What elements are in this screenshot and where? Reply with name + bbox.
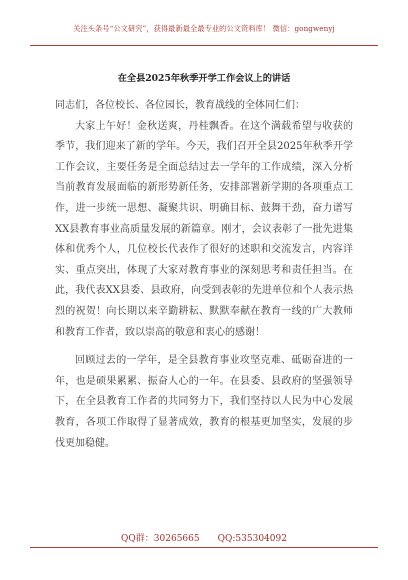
document-title: 在全县2025年秋季开学工作会议上的讲话 bbox=[117, 73, 291, 84]
body-paragraph: 大家上午好！金秋送爽，丹桂飘香。在这个满载希望与收获的季节，我们迎来了新的学年。今天，我们召开全县2025年秋季开学工作会议，主要任务是全面总结过去一学年的工作成绩，深入分析当前教育发展面临的新形势新任务，安排部署新学期的各项重点工作，进一步统一思想、凝聚共识、明确目标、鼓舞干劲，奋力谱写XX县教育事业高质量发展的新篇章。刚才，会议表彰了一批先进集体和优秀个人，几位校长代表作了很好的述职和交流发言，内容详实、重点突出，体现了大家对教育事业的深刻思考和责任担当。在此，我代表XX县委、县政府，向受到表彰的先进单位和个人表示热烈的祝贺！向长期以来辛勤耕耘、默默奉献在教育一线的广大教师和教育工作者，致以崇高的敬意和衷心的感谢！ bbox=[55, 120, 353, 338]
footer-divider bbox=[30, 547, 378, 548]
footer-contact bbox=[0, 531, 408, 544]
footer-qq-number: QQ:535304092 bbox=[217, 534, 287, 544]
paragraph-gap bbox=[55, 343, 353, 351]
body-paragraph: 回顾过去的一学年，是全县教育事业攻坚克难、砥砺奋进的一年，也是硕果累累、振奋人心的一年。在县委、县政府的坚强领导下，在全县教育工作者的共同努力下，我们坚持以人民为中心发展教育，各项工作取得了显著成效，教育的根基更加坚实，发展的步伐更加稳健。 bbox=[55, 355, 353, 449]
header-divider bbox=[30, 45, 378, 46]
header-notice: 关注头条号“公文研究”，获得最新最全最专业的公文资料库！ 微信：gongwenyj bbox=[73, 24, 335, 33]
salutation: 同志们，各位校长、各位园长，教育战线的全体同仁们： bbox=[55, 100, 305, 111]
document-body bbox=[55, 96, 353, 454]
footer-qq-group: QQ群：30265665 bbox=[121, 534, 200, 544]
